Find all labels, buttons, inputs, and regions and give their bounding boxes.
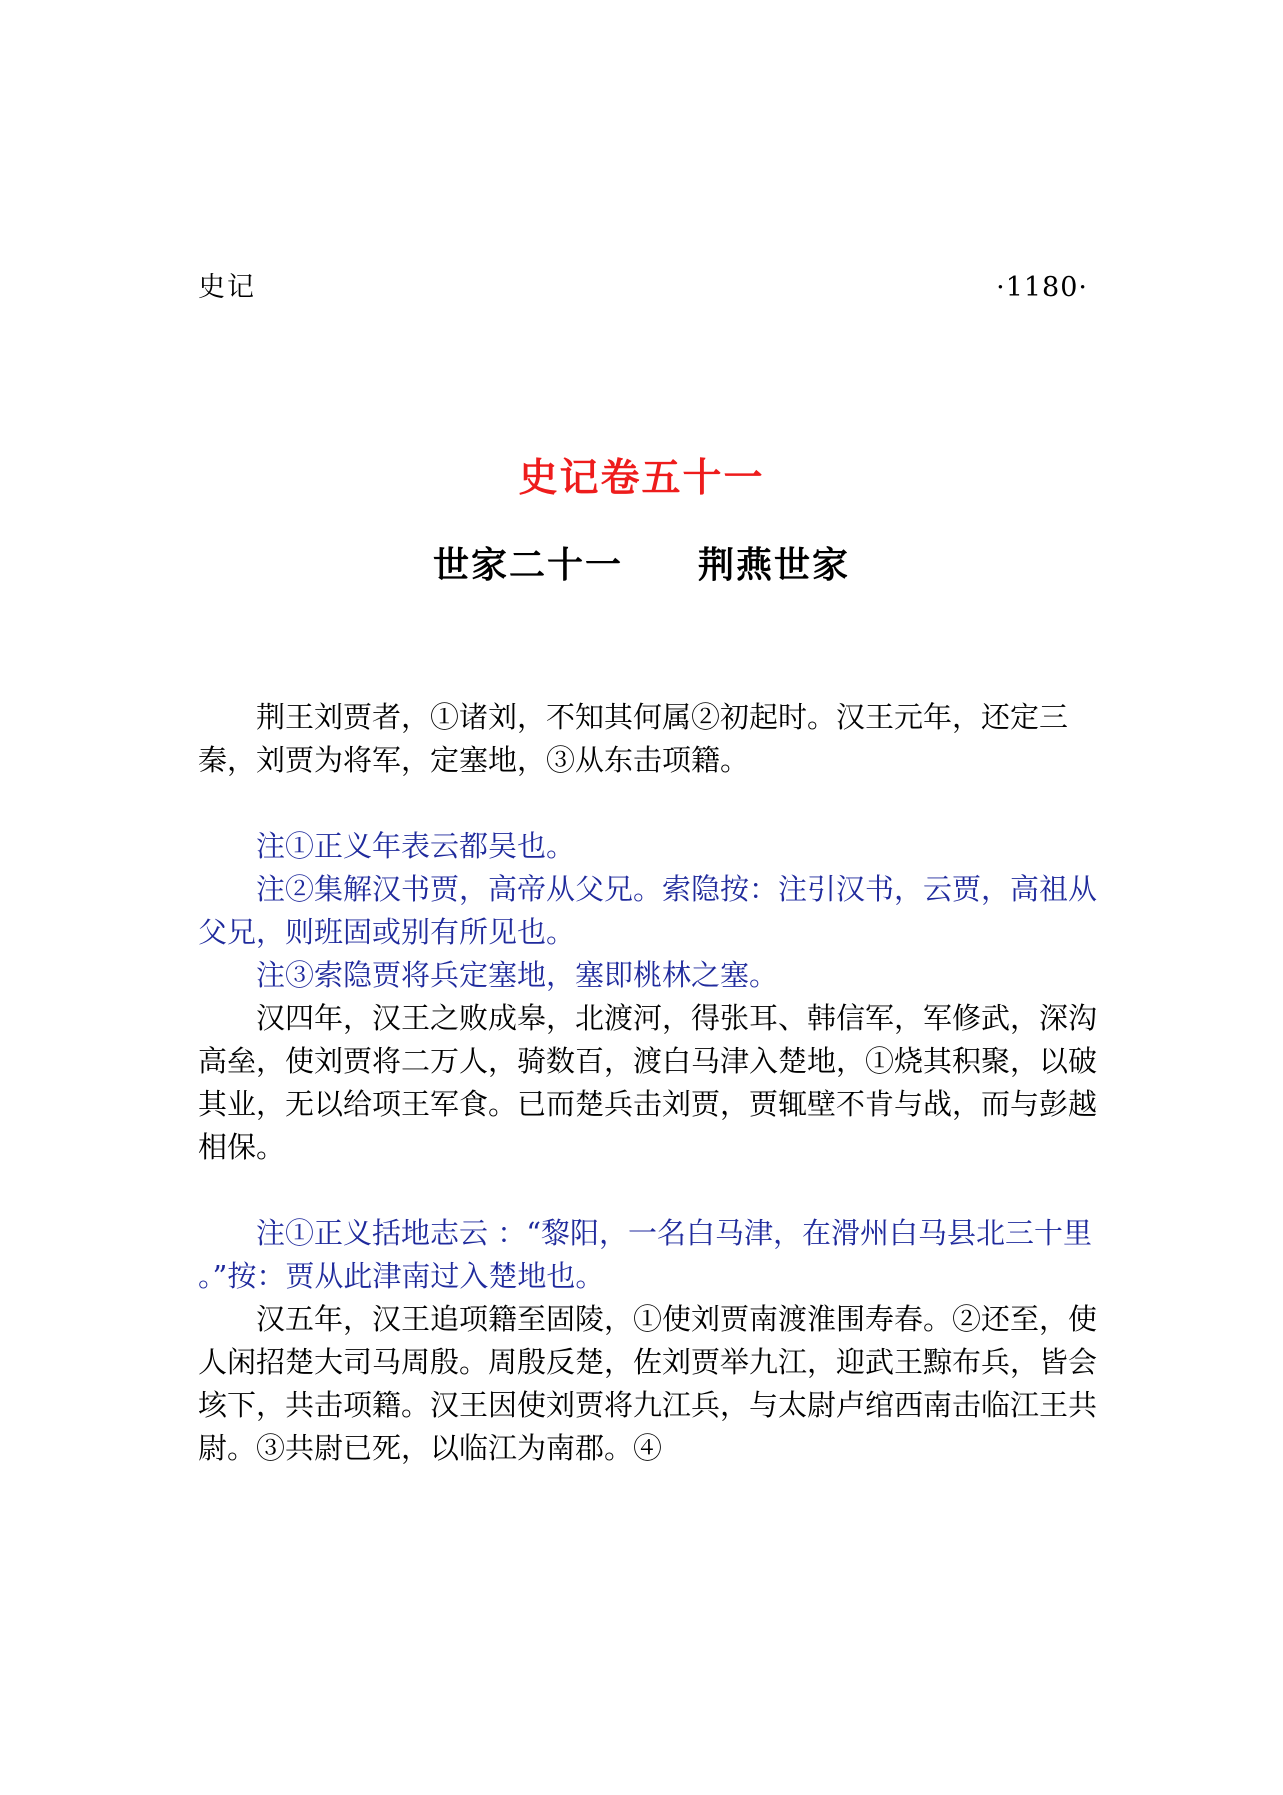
page-number: ·1180· (996, 272, 1088, 303)
body-text (198, 696, 1098, 1470)
annotation: 注③索隐贾将兵定塞地，塞即桃林之塞。 (256, 958, 779, 992)
volume-title: 史记卷五十一 (518, 456, 765, 501)
annotation: 注②集解汉书贾，高帝从父兄。索隐按：注引汉书，云贾，高祖从父兄，则班固或别有所见也。 (198, 872, 1098, 949)
blank-line (198, 1169, 1098, 1212)
paragraph: 汉五年，汉王追项籍至固陵，①使刘贾南渡淮围寿春。②还至，使人闲招楚大司马周殷。周殷反楚，佐刘贾举九江，迎武王黥布兵，皆会垓下，共击项籍。汉王因使刘贾将九江兵，与太尉卢绾西南击临江王共尉。③共尉已死，以临江为南郡。④ (198, 1302, 1098, 1465)
section-label: 世家二十一 (432, 545, 623, 586)
chapter-label: 荆燕世家 (698, 545, 851, 586)
section-title (0, 541, 1283, 591)
paragraph: 汉四年，汉王之败成皋，北渡河，得张耳、韩信军，军修武，深沟高垒，使刘贾将二万人，骑数百，渡白马津入楚地，①烧其积聚，以破其业，无以给项王军食。已而楚兵击刘贾，贾辄壁不肯与战，而与彭越相保。 (198, 1001, 1098, 1164)
paragraph: 荆王刘贾者，①诸刘，不知其何属②初起时。汉王元年，还定三秦，刘贾为将军，定塞地，③从东击项籍。 (198, 700, 1069, 777)
annotation: 注①正义年表云都吴也。 (256, 829, 576, 863)
annotation: 注①正义括地志云 ：“黎阳，一名白马津，在滑州白马县北三十里 。”按：贾从此津南过入楚地也。 (198, 1216, 1093, 1293)
blank-line (198, 782, 1098, 825)
book-name: 史记 (198, 272, 256, 303)
running-header (198, 268, 1088, 308)
